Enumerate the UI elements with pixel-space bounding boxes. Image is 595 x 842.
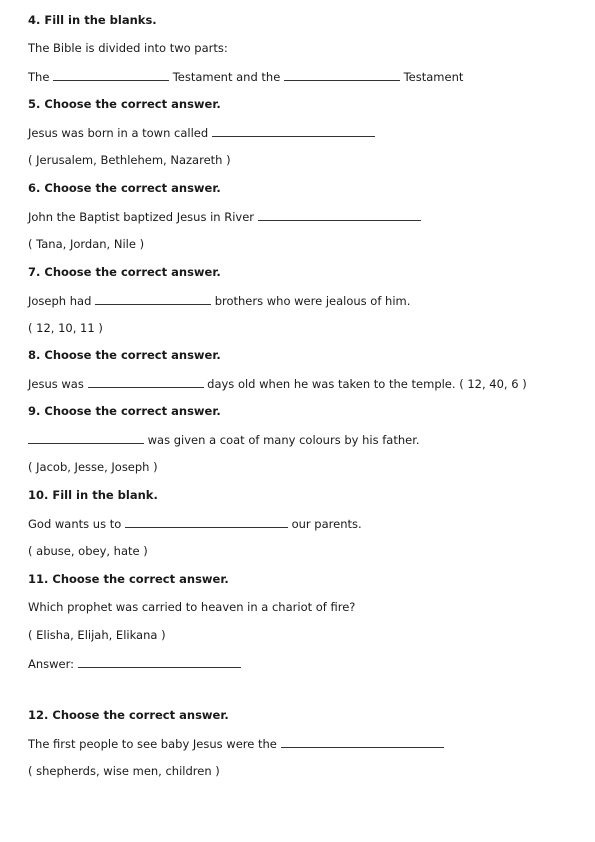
- q10-prompt-line: [28, 516, 362, 531]
- q12-options: ( shepherds, wise men, children ): [28, 764, 220, 778]
- q9-prompt: was given a coat of many colours by his father.: [147, 433, 420, 447]
- q8-heading: 8. Choose the correct answer.: [28, 348, 221, 362]
- q10-prompt-b: our parents.: [291, 517, 362, 531]
- q6-heading: 6. Choose the correct answer.: [28, 181, 221, 195]
- q9-blank[interactable]: [28, 432, 144, 444]
- q12-prompt-line: [28, 736, 444, 751]
- q7-prompt-line: [28, 293, 410, 308]
- q9-heading: 9. Choose the correct answer.: [28, 404, 221, 418]
- q12-heading: 12. Choose the correct answer.: [28, 708, 229, 722]
- q6-prompt-line: [28, 209, 421, 224]
- q11-options: ( Elisha, Elijah, Elikana ): [28, 628, 166, 642]
- q7-blank[interactable]: [95, 293, 211, 305]
- q4-statement: The Bible is divided into two parts:: [28, 41, 228, 55]
- q4-blank-line: [28, 69, 463, 84]
- q5-blank[interactable]: [212, 125, 375, 137]
- q11-prompt: Which prophet was carried to heaven in a chariot of fire?: [28, 600, 356, 614]
- q8-prompt-b: days old when he was taken to the temple. ( 12, 40, 6 ): [207, 377, 527, 391]
- q8-prompt-line: [28, 376, 527, 391]
- q10-heading: 10. Fill in the blank.: [28, 488, 158, 502]
- q11-heading: 11. Choose the correct answer.: [28, 572, 229, 586]
- q5-prompt-line: [28, 125, 375, 140]
- q11-answer-blank[interactable]: [78, 656, 241, 668]
- q12-blank[interactable]: [281, 736, 444, 748]
- q11-answer-label: Answer:: [28, 657, 75, 671]
- q8-blank[interactable]: [88, 376, 204, 388]
- q4-text-b: Testament and the: [172, 70, 281, 84]
- q10-prompt-a: God wants us to: [28, 517, 122, 531]
- q5-heading: 5. Choose the correct answer.: [28, 97, 221, 111]
- q12-prompt: The first people to see baby Jesus were the: [28, 737, 277, 751]
- q6-blank[interactable]: [258, 209, 421, 221]
- q5-prompt: Jesus was born in a town called: [28, 126, 209, 140]
- q8-prompt-a: Jesus was: [28, 377, 84, 391]
- q4-blank-2[interactable]: [284, 69, 400, 81]
- q7-prompt-b: brothers who were jealous of him.: [214, 294, 411, 308]
- q9-prompt-line: [28, 432, 420, 447]
- q4-text-a: The: [28, 70, 50, 84]
- q10-options: ( abuse, obey, hate ): [28, 544, 148, 558]
- q7-heading: 7. Choose the correct answer.: [28, 265, 221, 279]
- q10-blank[interactable]: [125, 516, 288, 528]
- q4-heading: 4. Fill in the blanks.: [28, 13, 157, 27]
- q4-blank-1[interactable]: [53, 69, 169, 81]
- q7-options: ( 12, 10, 11 ): [28, 321, 103, 335]
- q4-text-c: Testament: [403, 70, 464, 84]
- q5-options: ( Jerusalem, Bethlehem, Nazareth ): [28, 153, 231, 167]
- q6-prompt: John the Baptist baptized Jesus in River: [28, 210, 255, 224]
- q9-options: ( Jacob, Jesse, Joseph ): [28, 460, 158, 474]
- q7-prompt-a: Joseph had: [28, 294, 92, 308]
- q11-answer-line: [28, 656, 241, 671]
- q6-options: ( Tana, Jordan, Nile ): [28, 237, 145, 251]
